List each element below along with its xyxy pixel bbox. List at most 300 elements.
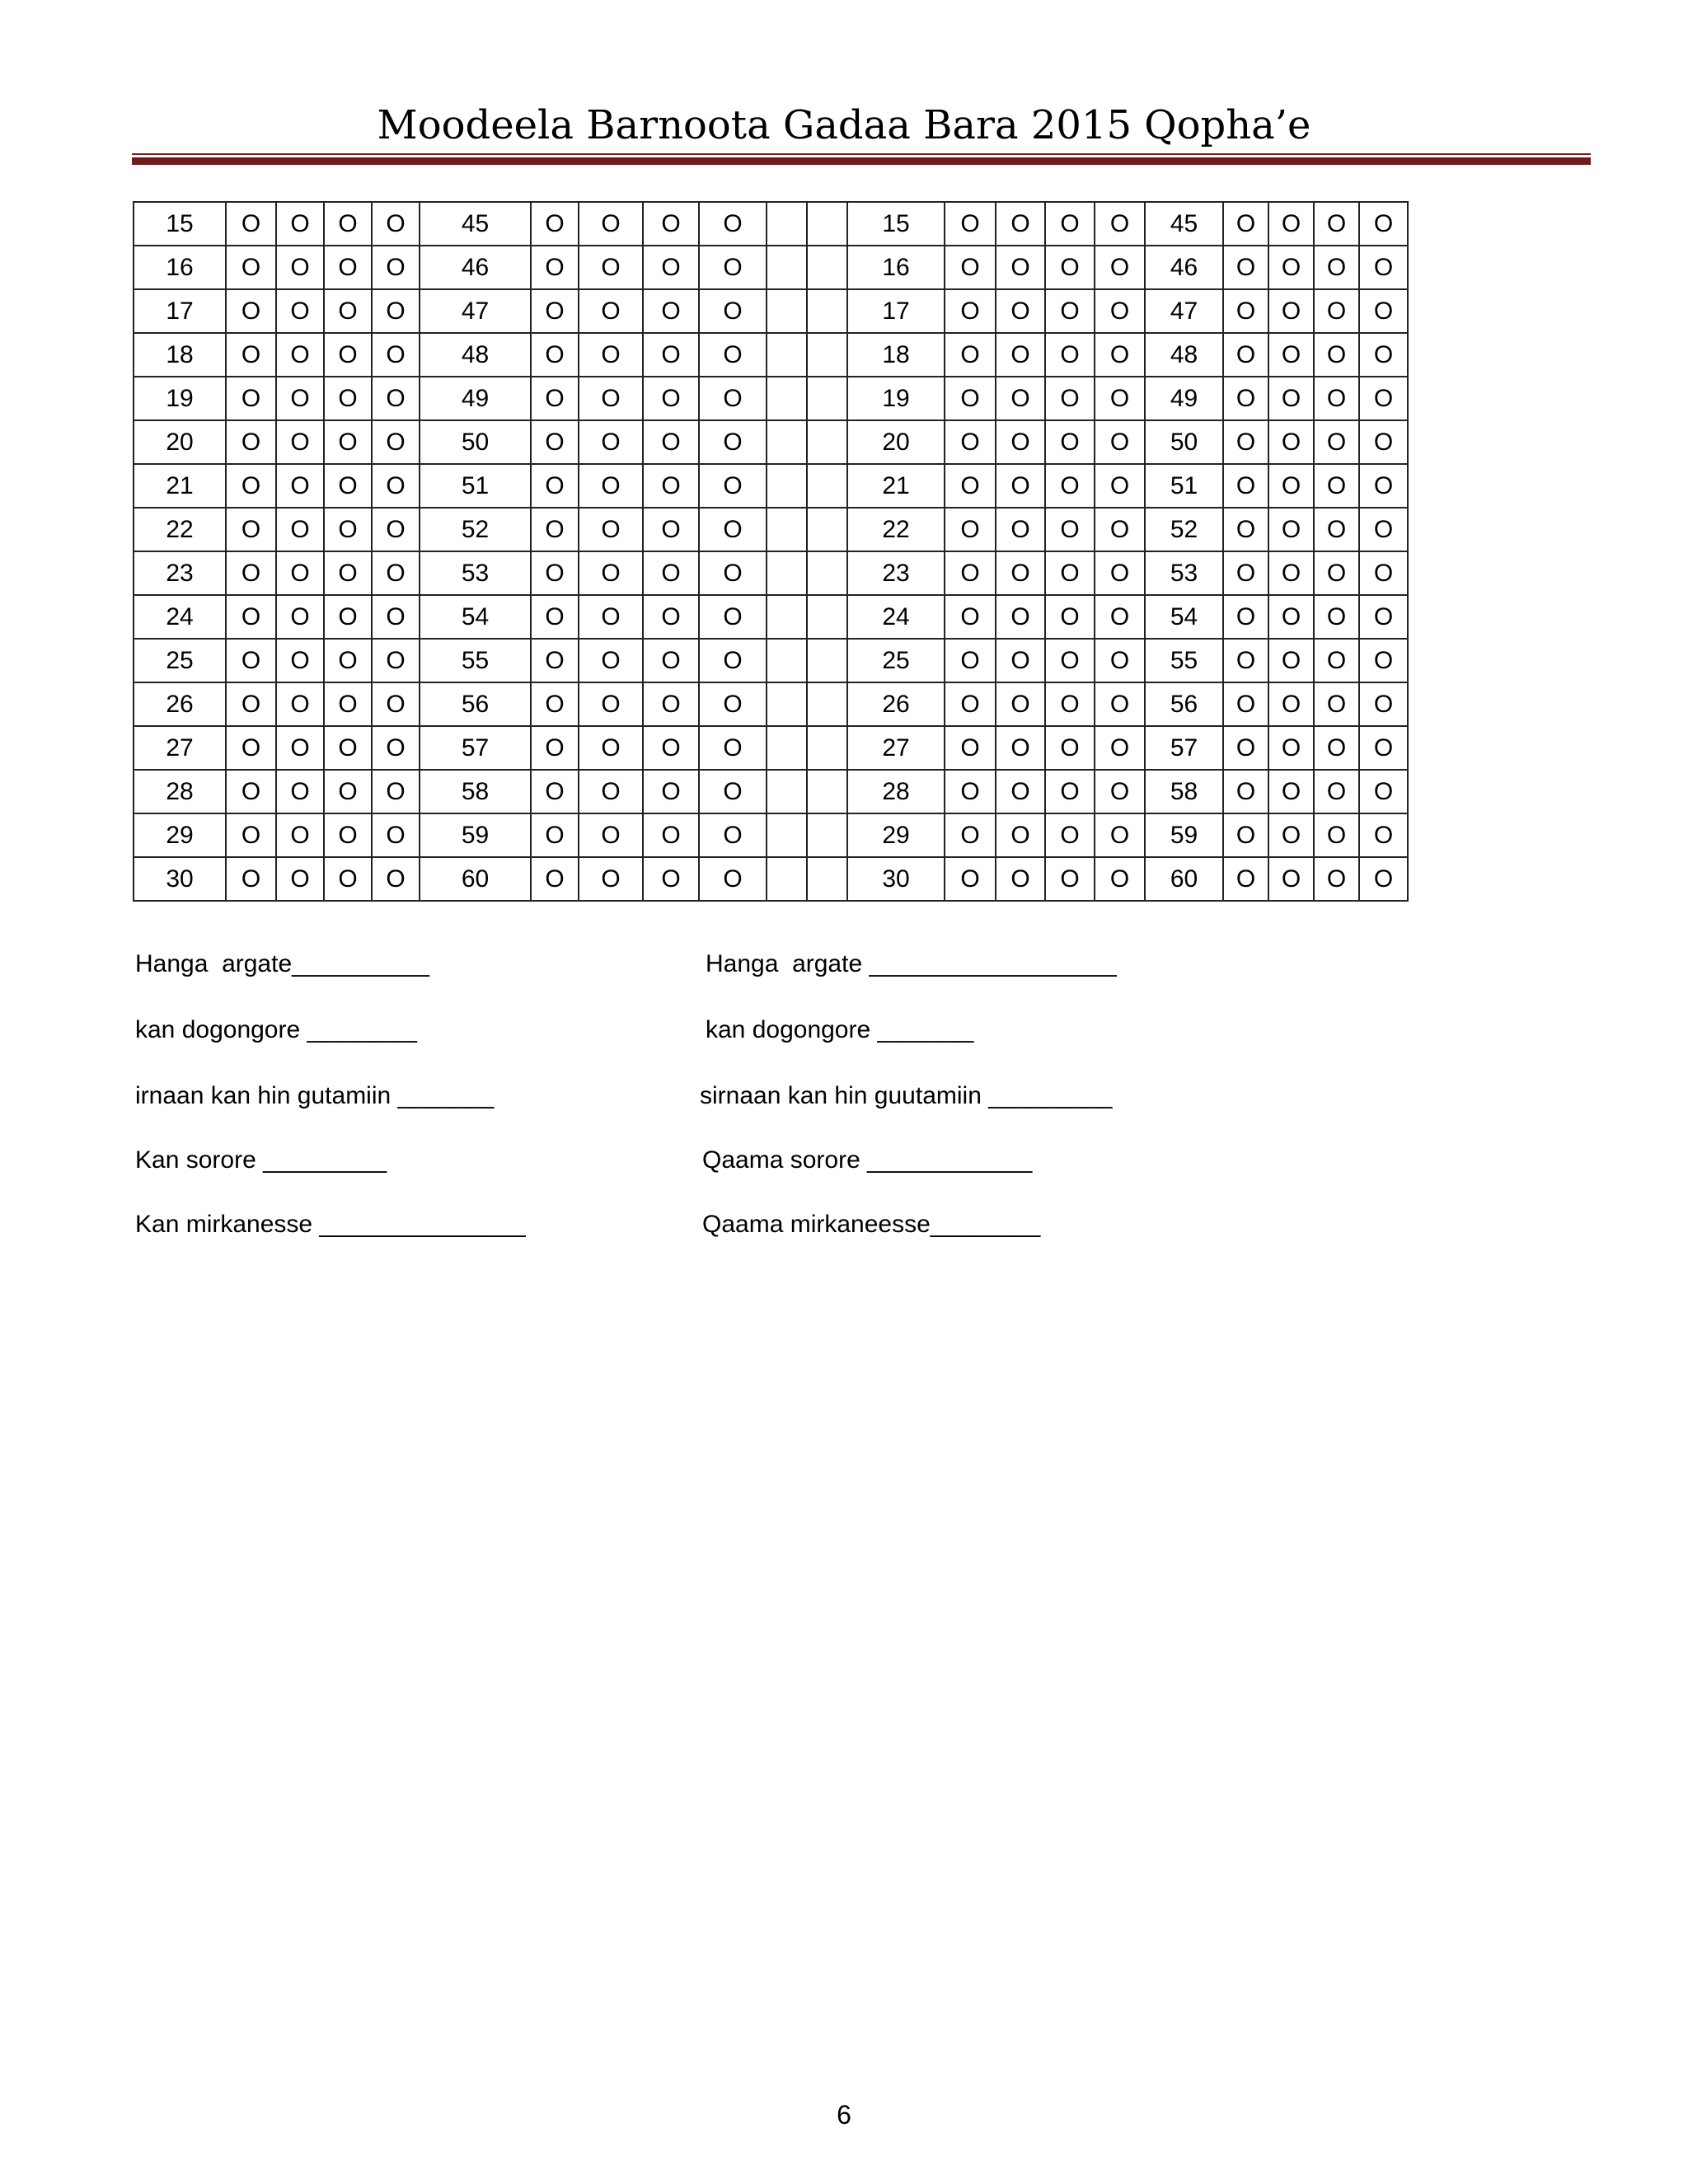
- empty-cell: [807, 857, 847, 901]
- answer-bubble: O: [1095, 770, 1145, 813]
- answer-bubble: O: [996, 551, 1045, 595]
- answer-bubble: O: [1268, 377, 1314, 420]
- answer-bubble: O: [1268, 551, 1314, 595]
- answer-bubble: O: [276, 289, 324, 333]
- question-number: 19: [847, 377, 945, 420]
- answer-bubble: O: [276, 551, 324, 595]
- form-line-wrong-right: kan dogongore _______: [706, 1016, 974, 1043]
- answer-bubble: O: [276, 246, 324, 289]
- answer-bubble: O: [1045, 595, 1095, 639]
- answer-bubble: O: [324, 508, 372, 551]
- answer-bubble: O: [945, 377, 996, 420]
- answer-bubble: O: [699, 420, 767, 464]
- form-line-corrector-right: Qaama sorore ____________: [702, 1146, 1033, 1174]
- question-number: 45: [420, 202, 531, 246]
- empty-cell: [807, 770, 847, 813]
- answer-bubble: O: [276, 813, 324, 857]
- answer-bubble: O: [579, 682, 643, 726]
- answer-bubble: O: [372, 857, 420, 901]
- answer-bubble: O: [945, 639, 996, 682]
- answer-bubble: O: [276, 639, 324, 682]
- answer-bubble: O: [1314, 464, 1359, 508]
- form-line-verifier-left: Kan mirkanesse _______________: [135, 1211, 526, 1238]
- answer-bubble: O: [531, 508, 579, 551]
- answer-bubble: O: [372, 289, 420, 333]
- answer-bubble: O: [699, 377, 767, 420]
- answer-bubble: O: [226, 202, 276, 246]
- answer-bubble: O: [372, 639, 420, 682]
- form-line-corrector-left: Kan sorore _________: [135, 1146, 387, 1174]
- answer-bubble: O: [276, 508, 324, 551]
- answer-bubble: O: [226, 377, 276, 420]
- answer-bubble: O: [643, 770, 699, 813]
- answer-bubble: O: [1045, 857, 1095, 901]
- empty-cell: [767, 289, 807, 333]
- answer-bubble: O: [996, 202, 1045, 246]
- empty-cell: [767, 813, 807, 857]
- empty-cell: [807, 333, 847, 377]
- answer-bubble: O: [699, 726, 767, 770]
- empty-cell: [807, 813, 847, 857]
- table-row: [134, 420, 1408, 464]
- question-number: 54: [420, 595, 531, 639]
- answer-bubble: O: [531, 813, 579, 857]
- form-line-incomplete-left: irnaan kan hin gutamiin _______: [135, 1082, 495, 1109]
- empty-cell: [767, 333, 807, 377]
- answer-bubble: O: [372, 508, 420, 551]
- question-number: 57: [1145, 726, 1223, 770]
- answer-bubble: O: [1223, 420, 1268, 464]
- answer-bubble: O: [1045, 246, 1095, 289]
- answer-bubble: O: [579, 420, 643, 464]
- answer-bubble: O: [1268, 464, 1314, 508]
- answer-bubble: O: [1095, 639, 1145, 682]
- answer-bubble: O: [643, 726, 699, 770]
- question-number: 59: [420, 813, 531, 857]
- answer-bubble: O: [1314, 857, 1359, 901]
- empty-cell: [807, 289, 847, 333]
- question-number: 15: [134, 202, 226, 246]
- answer-bubble: O: [579, 595, 643, 639]
- question-number: 23: [847, 551, 945, 595]
- empty-cell: [767, 595, 807, 639]
- answer-bubble: O: [226, 333, 276, 377]
- answer-bubble: O: [1223, 508, 1268, 551]
- question-number: 49: [420, 377, 531, 420]
- question-number: 45: [1145, 202, 1223, 246]
- answer-bubble: O: [1045, 682, 1095, 726]
- answer-bubble: O: [1045, 639, 1095, 682]
- question-number: 23: [134, 551, 226, 595]
- empty-cell: [807, 682, 847, 726]
- answer-bubble: O: [324, 333, 372, 377]
- answer-bubble: O: [945, 246, 996, 289]
- question-number: 59: [1145, 813, 1223, 857]
- answer-bubble: O: [579, 551, 643, 595]
- answer-bubble: O: [1314, 595, 1359, 639]
- answer-bubble: O: [372, 333, 420, 377]
- question-number: 53: [1145, 551, 1223, 595]
- empty-cell: [767, 639, 807, 682]
- answer-bubble: O: [643, 464, 699, 508]
- answer-bubble: O: [945, 420, 996, 464]
- table-row: [134, 682, 1408, 726]
- answer-bubble: O: [1359, 420, 1408, 464]
- empty-cell: [767, 420, 807, 464]
- answer-bubble: O: [945, 726, 996, 770]
- answer-bubble: O: [1045, 333, 1095, 377]
- answer-bubble: O: [996, 508, 1045, 551]
- answer-bubble: O: [699, 202, 767, 246]
- answer-bubble: O: [699, 289, 767, 333]
- answer-bubble: O: [699, 813, 767, 857]
- answer-bubble: O: [945, 333, 996, 377]
- answer-bubble: O: [226, 726, 276, 770]
- answer-bubble: O: [226, 595, 276, 639]
- answer-bubble: O: [996, 595, 1045, 639]
- question-number: 52: [1145, 508, 1223, 551]
- question-number: 24: [134, 595, 226, 639]
- question-number: 48: [1145, 333, 1223, 377]
- empty-cell: [807, 420, 847, 464]
- answer-bubble: O: [276, 333, 324, 377]
- answer-sheet-table: [133, 201, 1409, 902]
- question-number: 51: [420, 464, 531, 508]
- answer-bubble: O: [324, 857, 372, 901]
- answer-bubble: O: [1095, 333, 1145, 377]
- answer-bubble: O: [1095, 246, 1145, 289]
- answer-bubble: O: [1359, 333, 1408, 377]
- answer-bubble: O: [996, 377, 1045, 420]
- answer-bubble: O: [1223, 595, 1268, 639]
- answer-bubble: O: [531, 770, 579, 813]
- table-row: [134, 246, 1408, 289]
- answer-bubble: O: [1268, 639, 1314, 682]
- answer-bubble: O: [1045, 508, 1095, 551]
- empty-cell: [767, 770, 807, 813]
- question-number: 56: [420, 682, 531, 726]
- answer-bubble: O: [1223, 726, 1268, 770]
- answer-bubble: O: [1095, 464, 1145, 508]
- question-number: 60: [420, 857, 531, 901]
- answer-bubble: O: [579, 246, 643, 289]
- question-number: 49: [1145, 377, 1223, 420]
- answer-bubble: O: [996, 246, 1045, 289]
- answer-bubble: O: [531, 377, 579, 420]
- answer-bubble: O: [1095, 595, 1145, 639]
- answer-bubble: O: [1268, 770, 1314, 813]
- question-number: 20: [134, 420, 226, 464]
- question-number: 60: [1145, 857, 1223, 901]
- answer-bubble: O: [1268, 246, 1314, 289]
- answer-bubble: O: [372, 202, 420, 246]
- answer-bubble: O: [699, 246, 767, 289]
- answer-bubble: O: [1223, 464, 1268, 508]
- question-number: 27: [847, 726, 945, 770]
- answer-bubble: O: [1095, 857, 1145, 901]
- question-number: 20: [847, 420, 945, 464]
- empty-cell: [767, 857, 807, 901]
- answer-bubble: O: [372, 770, 420, 813]
- question-number: 15: [847, 202, 945, 246]
- answer-bubble: O: [643, 813, 699, 857]
- empty-cell: [767, 508, 807, 551]
- answer-bubble: O: [1359, 202, 1408, 246]
- answer-bubble: O: [579, 464, 643, 508]
- answer-bubble: O: [1223, 639, 1268, 682]
- question-number: 25: [847, 639, 945, 682]
- answer-bubble: O: [324, 726, 372, 770]
- answer-bubble: O: [945, 464, 996, 508]
- answer-bubble: O: [531, 595, 579, 639]
- question-number: 47: [420, 289, 531, 333]
- answer-bubble: O: [579, 639, 643, 682]
- answer-bubble: O: [1095, 377, 1145, 420]
- answer-bubble: O: [226, 551, 276, 595]
- answer-bubble: O: [643, 508, 699, 551]
- answer-bubble: O: [372, 420, 420, 464]
- answer-bubble: O: [531, 246, 579, 289]
- answer-bubble: O: [531, 420, 579, 464]
- answer-bubble: O: [324, 289, 372, 333]
- answer-bubble: O: [276, 377, 324, 420]
- answer-bubble: O: [643, 857, 699, 901]
- form-line-wrong-left: kan dogongore ________: [135, 1016, 417, 1043]
- empty-cell: [767, 682, 807, 726]
- answer-bubble: O: [1045, 726, 1095, 770]
- answer-bubble: O: [1268, 682, 1314, 726]
- answer-bubble: O: [1045, 202, 1095, 246]
- answer-bubble: O: [1045, 289, 1095, 333]
- answer-bubble: O: [945, 202, 996, 246]
- answer-bubble: O: [945, 813, 996, 857]
- answer-bubble: O: [699, 857, 767, 901]
- form-line-verifier-right: Qaama mirkaneesse________: [702, 1211, 1041, 1238]
- answer-bubble: O: [324, 551, 372, 595]
- answer-bubble: O: [1268, 289, 1314, 333]
- answer-bubble: O: [1223, 289, 1268, 333]
- answer-bubble: O: [699, 770, 767, 813]
- answer-bubble: O: [1314, 639, 1359, 682]
- answer-bubble: O: [643, 246, 699, 289]
- empty-cell: [767, 377, 807, 420]
- answer-bubble: O: [699, 464, 767, 508]
- table-row: [134, 639, 1408, 682]
- answer-bubble: O: [1223, 377, 1268, 420]
- answer-bubble: O: [324, 202, 372, 246]
- answer-bubble: O: [1359, 246, 1408, 289]
- answer-bubble: O: [1359, 289, 1408, 333]
- answer-bubble: O: [1314, 420, 1359, 464]
- empty-cell: [767, 202, 807, 246]
- question-number: 16: [134, 246, 226, 289]
- empty-cell: [807, 639, 847, 682]
- answer-bubble: O: [1045, 377, 1095, 420]
- answer-bubble: O: [643, 682, 699, 726]
- answer-bubble: O: [1359, 639, 1408, 682]
- question-number: 54: [1145, 595, 1223, 639]
- answer-bubble: O: [324, 595, 372, 639]
- answer-bubble: O: [226, 813, 276, 857]
- answer-bubble: O: [579, 508, 643, 551]
- answer-bubble: O: [276, 682, 324, 726]
- answer-bubble: O: [226, 464, 276, 508]
- answer-bubble: O: [1268, 333, 1314, 377]
- answer-bubble: O: [699, 639, 767, 682]
- empty-cell: [807, 551, 847, 595]
- answer-bubble: O: [531, 682, 579, 726]
- answer-bubble: O: [372, 246, 420, 289]
- question-number: 22: [847, 508, 945, 551]
- answer-bubble: O: [276, 595, 324, 639]
- answer-bubble: O: [945, 682, 996, 726]
- answer-bubble: O: [996, 639, 1045, 682]
- answer-bubble: O: [1223, 857, 1268, 901]
- answer-bubble: O: [643, 551, 699, 595]
- answer-bubble: O: [1314, 202, 1359, 246]
- answer-bubble: O: [699, 595, 767, 639]
- answer-bubble: O: [996, 420, 1045, 464]
- answer-bubble: O: [1268, 726, 1314, 770]
- question-number: 27: [134, 726, 226, 770]
- empty-cell: [807, 377, 847, 420]
- answer-bubble: O: [945, 289, 996, 333]
- answer-bubble: O: [579, 726, 643, 770]
- page-title: Moodeela Barnoota Gadaa Bara 2015 Qopha’e: [377, 102, 1311, 148]
- answer-bubble: O: [643, 333, 699, 377]
- answer-bubble: O: [1359, 682, 1408, 726]
- answer-bubble: O: [1095, 202, 1145, 246]
- answer-bubble: O: [226, 508, 276, 551]
- empty-cell: [807, 726, 847, 770]
- answer-bubble: O: [372, 464, 420, 508]
- answer-bubble: O: [1223, 202, 1268, 246]
- question-number: 28: [847, 770, 945, 813]
- answer-bubble: O: [643, 377, 699, 420]
- answer-bubble: O: [996, 813, 1045, 857]
- answer-bubble: O: [372, 595, 420, 639]
- answer-bubble: O: [1314, 551, 1359, 595]
- table-row: [134, 508, 1408, 551]
- answer-bubble: O: [531, 857, 579, 901]
- answer-bubble: O: [372, 726, 420, 770]
- answer-bubble: O: [372, 377, 420, 420]
- answer-bubble: O: [226, 682, 276, 726]
- answer-bubble: O: [1045, 770, 1095, 813]
- table-row: [134, 202, 1408, 246]
- answer-bubble: O: [226, 289, 276, 333]
- form-line-score-left: Hanga argate__________: [135, 950, 429, 977]
- question-number: 50: [420, 420, 531, 464]
- answer-bubble: O: [643, 639, 699, 682]
- question-number: 17: [134, 289, 226, 333]
- answer-bubble: O: [1359, 857, 1408, 901]
- answer-bubble: O: [531, 639, 579, 682]
- question-number: 24: [847, 595, 945, 639]
- answer-bubble: O: [643, 289, 699, 333]
- answer-bubble: O: [1314, 682, 1359, 726]
- answer-bubble: O: [1045, 420, 1095, 464]
- answer-bubble: O: [1223, 813, 1268, 857]
- question-number: 29: [847, 813, 945, 857]
- answer-bubble: O: [996, 682, 1045, 726]
- answer-bubble: O: [531, 551, 579, 595]
- answer-bubble: O: [531, 333, 579, 377]
- answer-bubble: O: [579, 813, 643, 857]
- question-number: 28: [134, 770, 226, 813]
- empty-cell: [767, 726, 807, 770]
- question-number: 57: [420, 726, 531, 770]
- answer-bubble: O: [276, 857, 324, 901]
- question-number: 25: [134, 639, 226, 682]
- table-row: [134, 595, 1408, 639]
- answer-bubble: O: [324, 377, 372, 420]
- answer-bubble: O: [1359, 726, 1408, 770]
- answer-bubble: O: [1268, 420, 1314, 464]
- answer-bubble: O: [372, 682, 420, 726]
- answer-bubble: O: [1314, 770, 1359, 813]
- answer-bubble: O: [643, 595, 699, 639]
- answer-bubble: O: [226, 857, 276, 901]
- answer-bubble: O: [226, 420, 276, 464]
- answer-bubble: O: [579, 857, 643, 901]
- answer-bubble: O: [1314, 289, 1359, 333]
- question-number: 51: [1145, 464, 1223, 508]
- question-number: 46: [420, 246, 531, 289]
- answer-bubble: O: [1268, 202, 1314, 246]
- answer-bubble: O: [945, 857, 996, 901]
- answer-bubble: O: [1223, 682, 1268, 726]
- form-line-score-right: Hanga argate __________________: [706, 950, 1117, 977]
- table-row: [134, 377, 1408, 420]
- answer-bubble: O: [945, 508, 996, 551]
- answer-bubble: O: [996, 770, 1045, 813]
- empty-cell: [807, 202, 847, 246]
- answer-bubble: O: [945, 595, 996, 639]
- answer-bubble: O: [1359, 770, 1408, 813]
- answer-bubble: O: [579, 289, 643, 333]
- question-number: 21: [134, 464, 226, 508]
- answer-bubble: O: [699, 508, 767, 551]
- answer-bubble: O: [945, 770, 996, 813]
- answer-bubble: O: [1095, 682, 1145, 726]
- empty-cell: [807, 595, 847, 639]
- answer-bubble: O: [324, 639, 372, 682]
- table-row: [134, 813, 1408, 857]
- question-number: 46: [1145, 246, 1223, 289]
- header-rule-thick: [132, 157, 1591, 165]
- answer-bubble: O: [1359, 508, 1408, 551]
- question-number: 19: [134, 377, 226, 420]
- answer-bubble: O: [531, 464, 579, 508]
- answer-bubble: O: [699, 333, 767, 377]
- answer-bubble: O: [1359, 813, 1408, 857]
- table-row: [134, 857, 1408, 901]
- question-number: 58: [1145, 770, 1223, 813]
- answer-bubble: O: [276, 770, 324, 813]
- answer-bubble: O: [1314, 377, 1359, 420]
- answer-bubble: O: [226, 639, 276, 682]
- answer-bubble: O: [276, 464, 324, 508]
- answer-bubble: O: [1268, 508, 1314, 551]
- answer-bubble: O: [1223, 246, 1268, 289]
- empty-cell: [807, 246, 847, 289]
- question-number: 26: [847, 682, 945, 726]
- question-number: 47: [1145, 289, 1223, 333]
- answer-bubble: O: [226, 246, 276, 289]
- empty-cell: [767, 246, 807, 289]
- question-number: 18: [134, 333, 226, 377]
